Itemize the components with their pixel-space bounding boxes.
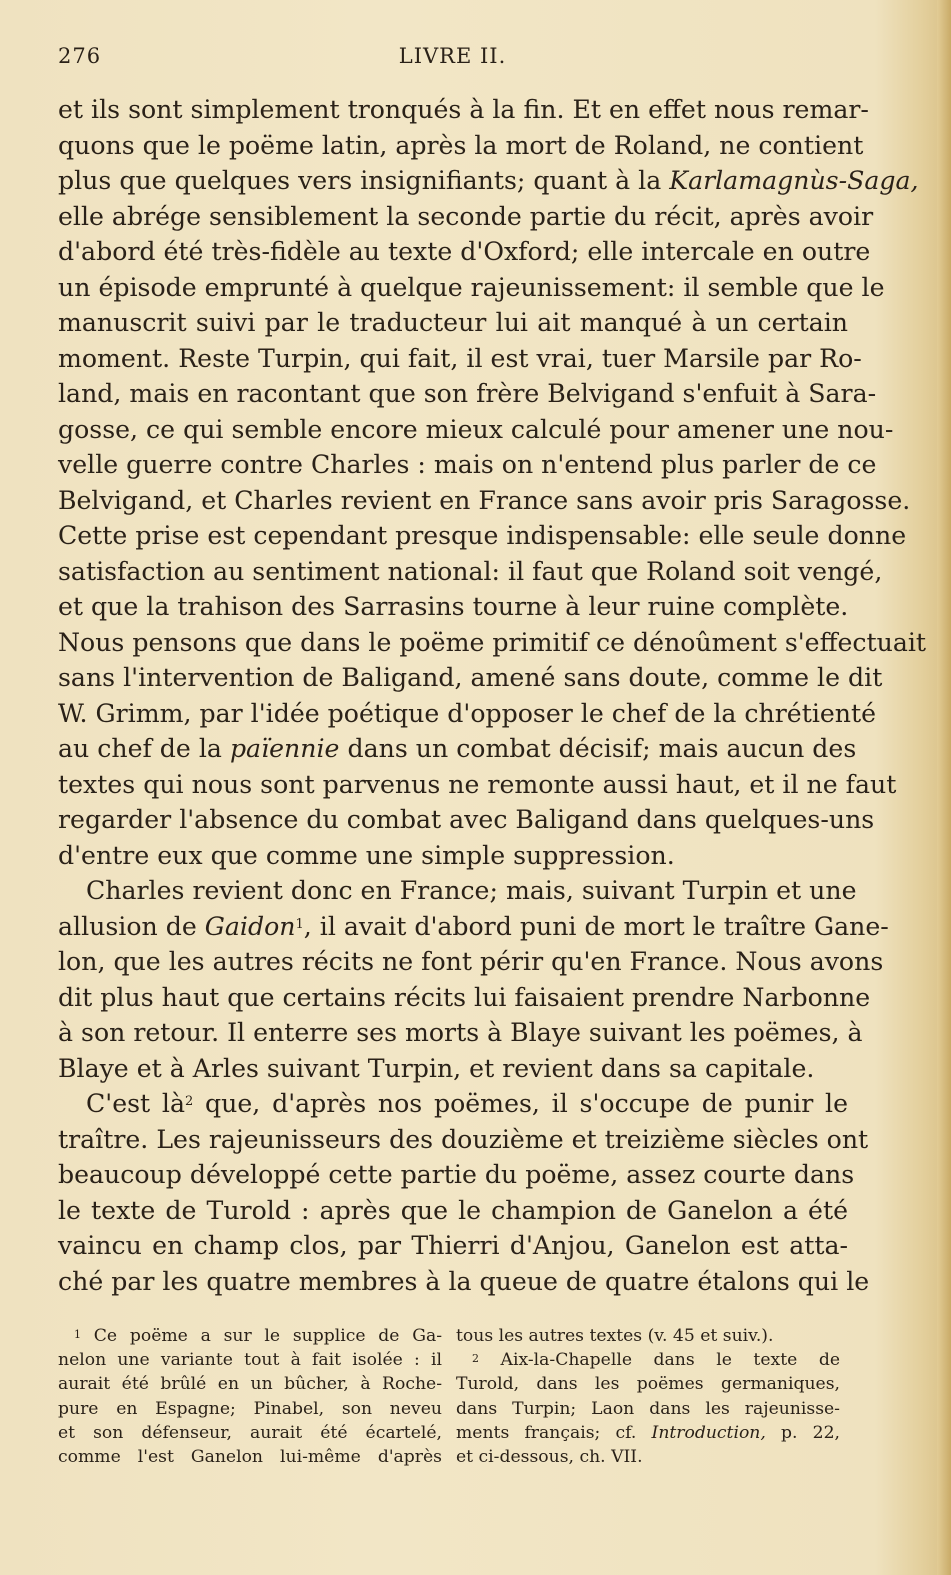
footnote-line: et ci-dessous, ch. VII. (456, 1446, 643, 1467)
footnote-line: comme l'est Ganelon lui-même d'après (58, 1446, 442, 1467)
text-line: Blaye et à Arles suivant Turpin, et revient dans sa capitale. (58, 1053, 815, 1083)
text-line: sans l'intervention de Baligand, amené sans doute, comme le dit (58, 663, 883, 692)
footnote-line: Turold, dans les poëmes germaniques, (456, 1374, 840, 1395)
text-line: land, mais en racontant que son frère Belvigand s'enfuit à Sara- (58, 379, 877, 408)
text-line: lon, que les autres récits ne font périr qu'en France. Nous avons (58, 947, 884, 976)
text-line: le texte de Turold : après que le champion de Ganelon a été (58, 1195, 848, 1225)
main-text (58, 92, 927, 1299)
text-line: quons que le poëme latin, après la mort de Roland, ne contient (58, 130, 864, 160)
text-line: regarder l'absence du combat avec Baligand dans quelques-uns (58, 805, 875, 834)
text-line: Belvigand, et Charles revient en France sans avoir pris Saragosse. (58, 485, 911, 515)
text-line: gosse, ce qui semble encore mieux calculé pour amener une nou- (58, 414, 894, 444)
running-title: LIVRE II. (398, 44, 507, 68)
footnote-marker: 1 (74, 1328, 81, 1341)
footnote-marker: 2 (472, 1352, 479, 1366)
footnote-line: et son défenseur, aurait été écartelé, (58, 1422, 442, 1443)
text-line: ché par les quatre membres à la queue de quatre étalons qui le (58, 1266, 870, 1296)
footnote-line: aurait été brûlé en un bûcher, à Roche- (58, 1374, 442, 1395)
italic-title: Karlamagnùs-Saga, (669, 166, 919, 195)
text-line: allusion de Gaidon$^1$, il avait d'abord puni de mort le traître Gane- (58, 911, 889, 941)
italic-title: Introduction, (651, 1422, 766, 1443)
text-line: elle abrége sensiblement la seconde partie du récit, après avoir (58, 201, 874, 231)
text-line: traître. Les rajeunisseurs des douzième et treizième siècles ont (58, 1124, 869, 1154)
footnote-column-left (58, 1324, 442, 1469)
text-line: C'est $là^2$ que, d'après nos poëmes, il s'occupe de punir le (86, 1089, 848, 1118)
italic-title: Gaidon (204, 911, 296, 941)
text-line: d'entre eux que comme une simple suppression. (58, 840, 675, 870)
text-line: un épisode emprunté à quelque rajeunissement: il semble que le (58, 272, 885, 302)
footnote-line: pure en Espagne; Pinabel, son neveu (58, 1398, 442, 1419)
footnote-line: ments français; cf. Introduction, p. 22, (456, 1422, 841, 1443)
text-line: satisfaction au sentiment national: il faut que Roland soit vengé, (58, 556, 883, 586)
footnote-line: $^1$ Ce poëme a sur le supplice de Ga- (74, 1326, 442, 1346)
text-line: textes qui nous sont parvenus ne remonte aussi haut, et il ne faut (58, 769, 897, 799)
footnote-line: dans Turpin; Laon dans les rajeunisse- (456, 1398, 840, 1419)
text-line: beaucoup développé cette partie du poëme, assez courte dans (58, 1160, 855, 1189)
text-line: à son retour. Il enterre ses morts à Blaye suivant les poëmes, à (58, 1018, 863, 1047)
footnote-ref: 2 (185, 1094, 194, 1109)
page-number: 276 (58, 44, 102, 68)
text-line: vaincu en champ clos, par Thierri d'Anjou, Ganelon est atta- (58, 1231, 848, 1260)
running-header (58, 44, 847, 74)
footnote-column-right (456, 1324, 840, 1469)
text-line: et que la trahison des Sarrasins tourne à leur ruine complète. (58, 592, 849, 621)
text-line: Cette prise est cependant presque indispensable: elle seule donne (58, 521, 907, 550)
text-line: Charles revient donc en France; mais, suivant Turpin et une (86, 876, 857, 905)
text-line: Nous pensons que dans le poëme primitif ce dénoûment s'effectuait (58, 627, 927, 657)
text-line: manuscrit suivi par le traducteur lui ait manqué à un certain (58, 308, 848, 337)
italic-word: païennie (229, 734, 340, 763)
footnote-line: nelon une variante tout à fait isolée : il (58, 1350, 442, 1371)
text-line: dit plus haut que certains récits lui faisaient prendre Narbonne (58, 982, 871, 1012)
footnote-line: $^2$ Aix-la-Chapelle dans le texte de (472, 1350, 840, 1371)
text-line: velle guerre contre Charles : mais on n'entend plus parler de ce (58, 450, 877, 479)
text-line: et ils sont simplement tronqués à la fin. Et en effet nous remar- (58, 95, 869, 124)
text-line: moment. Reste Turpin, qui fait, il est vrai, tuer Marsile par Ro- (58, 343, 862, 373)
text-line: W. Grimm, par l'idée poétique d'opposer le chef de la chrétienté (58, 698, 877, 728)
footnote-line: tous les autres textes (v. 45 et suiv.). (456, 1326, 774, 1346)
text-line: d'abord été très-fidèle au texte d'Oxford; elle intercale en outre (58, 237, 871, 266)
text-line: au chef de la païennie dans un combat décisif; mais aucun des (58, 734, 857, 763)
text-line: plus que quelques vers insignifiants; quant à la Karlamagnùs-Saga, (58, 166, 919, 195)
page-edge (937, 0, 951, 1575)
footnote-ref: 1 (295, 916, 304, 932)
